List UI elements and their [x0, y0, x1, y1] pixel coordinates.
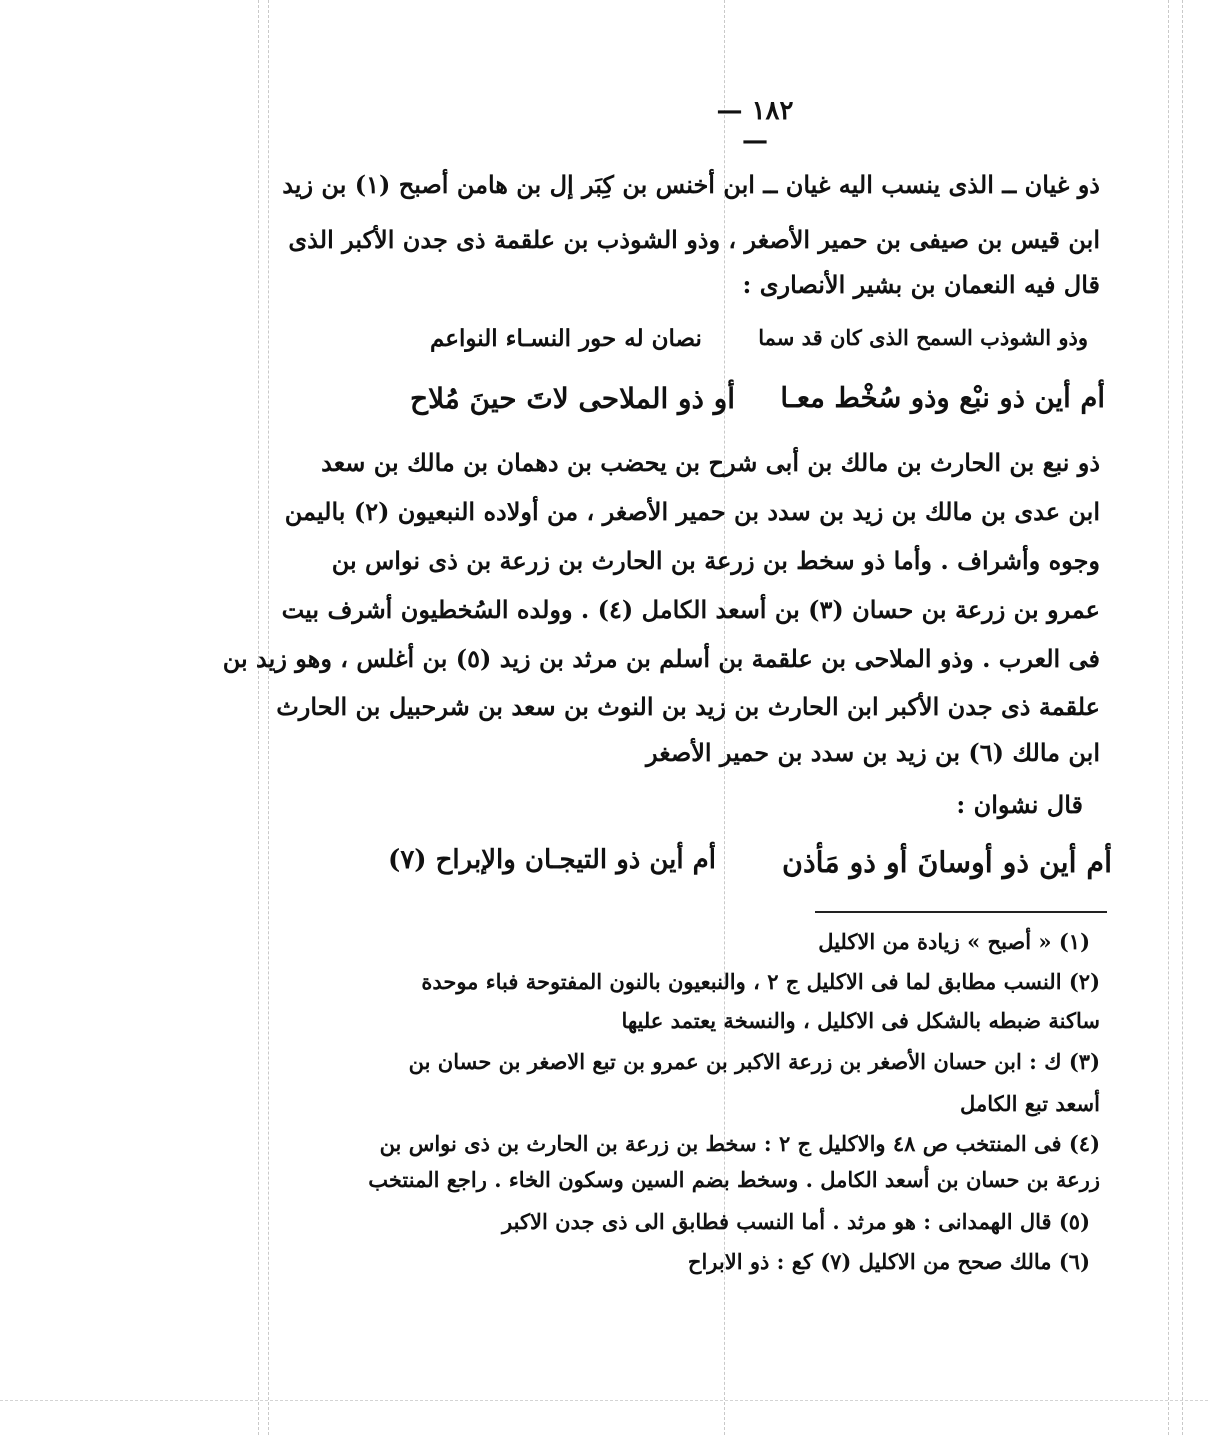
verse-left-hemistich: نصان له حور النسـاء النواعم — [430, 325, 702, 352]
footnote: (٥) قال الهمدانى : هو مرثد . أما النسب فطابق الى ذى جدن الاكبر — [502, 1209, 1090, 1234]
text-line: علقمة ذى جدن الأكبر ابن الحارث بن زيد بن النوث بن سعد بن شرحبيل بن الحارث — [276, 692, 1100, 721]
footnote: ساكنة ضبطه بالشكل فى الاكليل ، والنسخة يعتمد عليها — [621, 1008, 1100, 1033]
scan-guide-line — [0, 1400, 1208, 1401]
poet-intro: قال نشوان : — [956, 790, 1083, 819]
footnote: (٤) فى المنتخب ص ٤٨ والاكليل ج ٢ : سخط بن زرعة بن الحارث بن ذى نواس بن — [379, 1131, 1100, 1156]
text-line: قال فيه النعمان بن بشير الأنصارى : — [742, 270, 1100, 299]
scan-guide-line — [1168, 0, 1169, 1435]
text-line: فى العرب . وذو الملاحى بن علقمة بن أسلم بن مرثد بن زيد (٥) بن أغلس ، وهو زيد بن — [222, 644, 1100, 673]
text-line: وجوه وأشراف . وأما ذو سخط بن زرعة بن الحارث بن زرعة بن ذى نواس بن — [331, 546, 1100, 575]
scan-guide-line — [1182, 0, 1183, 1435]
text-line: ذو غيان ــ الذى ينسب اليه غيان ــ ابن أخنس بن كِبَر إل بن هامن أصبح (١) بن زيد — [282, 170, 1100, 199]
text-line: ذو نبع بن الحارث بن مالك بن أبى شرح بن يحضب بن دهمان بن مالك بن سعد — [321, 448, 1100, 477]
footnote: (١) « أصبح » زيادة من الاكليل — [818, 929, 1090, 954]
verse-left-hemistich: أو ذو الملاحى لاتَ حينَ مُلاح — [410, 382, 736, 415]
verse-right-hemistich: أم أين ذو أوسانَ أو ذو مَأذن — [782, 845, 1112, 879]
text-line: ابن عدى بن مالك بن زيد بن سدد بن حمير الأصغر ، من أولاده النبعيون (٢) باليمن — [284, 497, 1100, 526]
scan-guide-line — [258, 0, 259, 1435]
verse-left-hemistich: أم أين ذو التيجـان والإبراح (٧) — [388, 845, 716, 875]
scan-guide-line — [268, 0, 269, 1435]
text-line: ابن مالك (٦) بن زيد بن سدد بن حمير الأصغر — [646, 738, 1100, 767]
verse-right-hemistich: أم أين ذو نبْع وذو سُخْط معـا — [780, 382, 1105, 414]
verse-right-hemistich: وذو الشوذب السمح الذى كان قد سما — [758, 325, 1088, 350]
footnote: (٣) ك : ابن حسان الأصغر بن زرعة الاكبر بن عمرو بن تبع الاصغر بن حسان بن — [408, 1049, 1100, 1074]
footnote: زرعة بن حسان بن أسعد الكامل . وسخط بضم السين وسكون الخاء . راجع المنتخب — [368, 1167, 1100, 1192]
footnote: (٢) النسب مطابق لما فى الاكليل ج ٢ ، والنبعيون بالنون المفتوحة فباء موحدة — [421, 969, 1100, 994]
text-line: ابن قيس بن صيفى بن حمير الأصغر ، وذو الشوذب بن علقمة ذى جدن الأكبر الذى — [288, 225, 1100, 254]
text-line: عمرو بن زرعة بن حسان (٣) بن أسعد الكامل (٤) . وولده السُخطيون أشرف بيت — [281, 595, 1100, 624]
footnote-separator — [815, 911, 1107, 913]
footnote: أسعد تبع الكامل — [960, 1091, 1100, 1116]
page-number: — ١٨٢ — — [716, 96, 794, 156]
footnote: (٦) مالك صحح من الاكليل (٧) كع : ذو الابراح — [687, 1249, 1090, 1274]
